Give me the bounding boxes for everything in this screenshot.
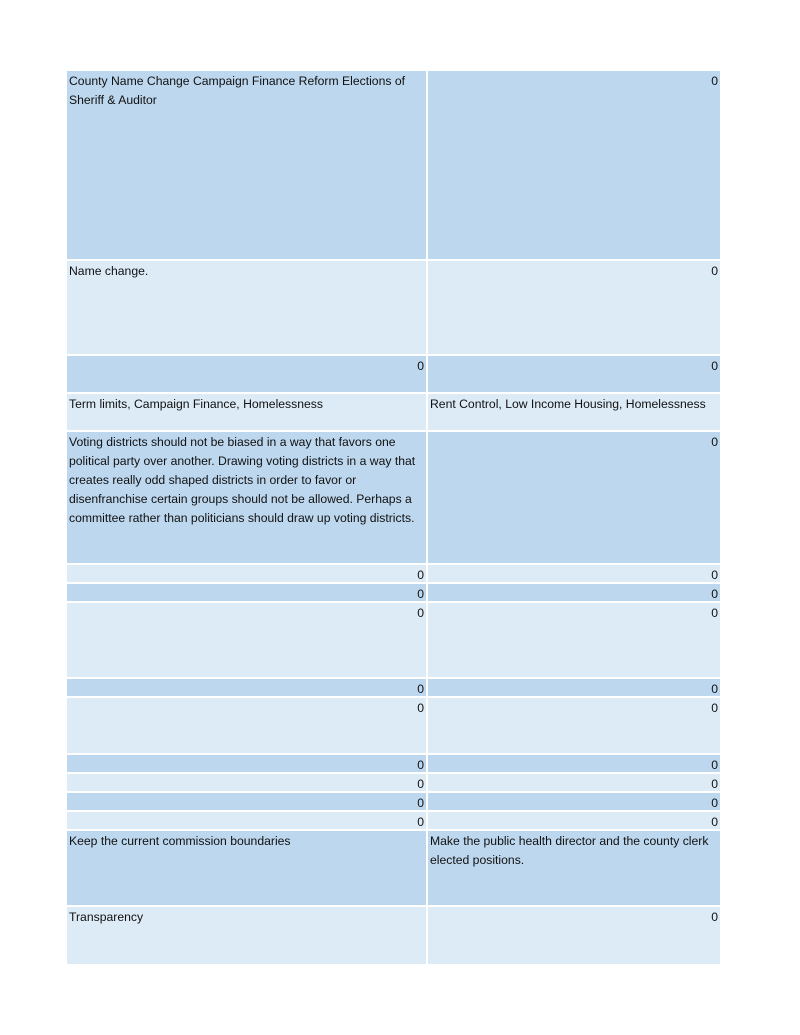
response-table <box>67 71 720 964</box>
table-row <box>67 432 720 565</box>
response-cell-right: 0 <box>711 815 718 829</box>
response-cell-right: 0 <box>711 568 718 582</box>
table-row <box>67 755 720 774</box>
response-cell-left: 0 <box>67 812 428 829</box>
response-cell-right: 0 <box>711 74 718 88</box>
table-row <box>67 698 720 755</box>
table-row <box>67 71 720 261</box>
response-cell-right: 0 <box>711 796 718 810</box>
response-cell-right: 0 <box>711 758 718 772</box>
response-cell-left: 0 <box>67 755 428 772</box>
response-cell-right: 0 <box>711 606 718 620</box>
response-cell-left: County Name Change Campaign Finance Reform Elections of Sheriff & Auditor <box>67 71 428 259</box>
table-row <box>67 907 720 964</box>
response-cell-left: Voting districts should not be biased in a way that favors one political party over another. Drawing voting districts in a way that creates really odd shaped districts in order to favor or disenfranchise certain groups should not be allowed. Perhaps a committee rather than politicians should draw up voting districts. <box>67 432 428 563</box>
response-cell-left: Transparency <box>67 907 428 964</box>
response-cell-right: 0 <box>711 777 718 791</box>
table-row <box>67 565 720 584</box>
response-cell-left: 0 <box>67 565 428 582</box>
response-cell-left: 0 <box>67 679 428 696</box>
response-cell-left: 0 <box>67 793 428 810</box>
response-cell-left: 0 <box>67 356 428 392</box>
response-cell-left: Term limits, Campaign Finance, Homelessness <box>67 394 428 430</box>
response-cell-left: 0 <box>67 584 428 601</box>
response-cell-right: 0 <box>711 682 718 696</box>
table-row <box>67 812 720 831</box>
response-cell-right: Rent Control, Low Income Housing, Homelessness <box>430 397 706 411</box>
response-cell-left: 0 <box>67 603 428 677</box>
table-row <box>67 793 720 812</box>
response-cell-left: Keep the current commission boundaries <box>67 831 428 905</box>
table-row <box>67 394 720 432</box>
response-cell-right: 0 <box>711 435 718 449</box>
response-cell-right: 0 <box>711 264 718 278</box>
table-row <box>67 584 720 603</box>
table-row <box>67 679 720 698</box>
response-cell-left: 0 <box>67 774 428 791</box>
table-row <box>67 261 720 356</box>
response-cell-right: 0 <box>711 359 718 373</box>
response-cell-left: Name change. <box>67 261 428 354</box>
response-cell-right: 0 <box>711 701 718 715</box>
table-row <box>67 831 720 907</box>
response-cell-right: Make the public health director and the county clerk elected positions. <box>430 834 709 867</box>
table-row <box>67 603 720 679</box>
response-cell-right: 0 <box>711 587 718 601</box>
response-cell-left: 0 <box>67 698 428 753</box>
table-row <box>67 356 720 394</box>
table-row <box>67 774 720 793</box>
response-cell-right: 0 <box>711 910 718 924</box>
